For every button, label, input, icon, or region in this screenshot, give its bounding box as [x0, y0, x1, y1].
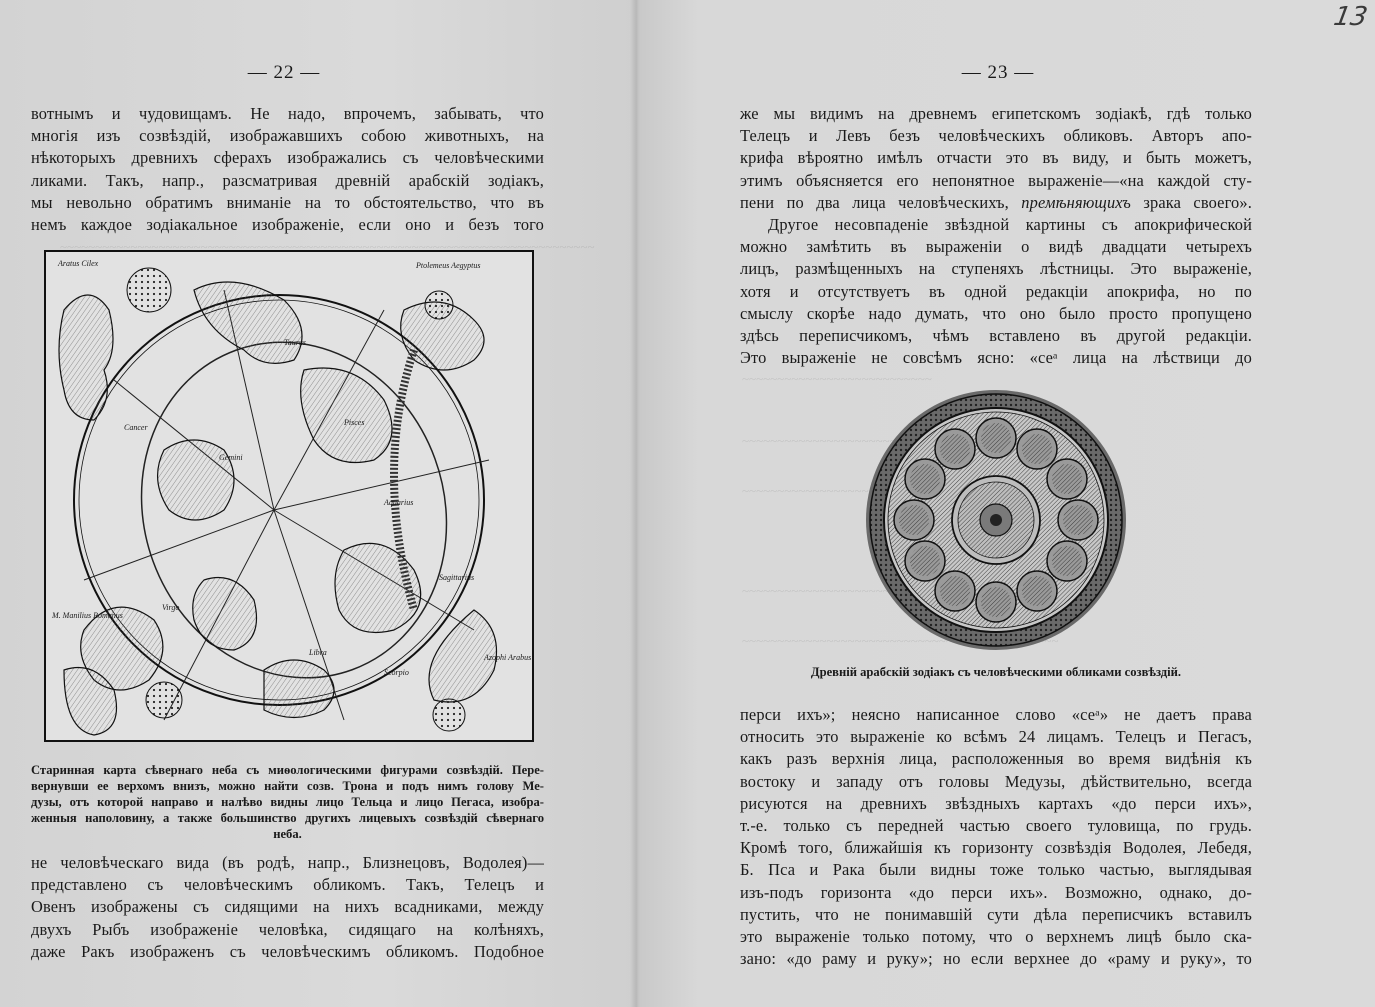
- right-bottom-text: [740, 704, 1252, 970]
- text-line: двухъ Рыбъ изображеніе человѣка, сидящаго на колѣняхъ,: [31, 919, 544, 939]
- text-line: относить это выраженіе ко всѣмъ 24 лицамъ. Телецъ и Пегасъ,: [740, 727, 1252, 747]
- page-number-right: — 23 —: [961, 62, 1035, 83]
- caption-line: Старинная карта сѣвернаго неба съ миѳологическими фигурами созвѣздій. Пере-: [31, 763, 544, 777]
- text-line: немъ каждое зодіакальное изображеніе, если оно и безъ того: [31, 214, 544, 234]
- text-line: Овенъ изображены съ сидящими на нихъ всадниками, между: [31, 897, 544, 917]
- text-line: крифа вѣроятно имѣлъ отчасти это въ виду, и быть можетъ,: [740, 148, 1252, 168]
- text-line: Телецъ и Левъ безъ человѣческихъ обликовъ. Авторъ апо-: [740, 126, 1252, 146]
- italic-phrase: премѣняющихъ: [1021, 192, 1131, 212]
- text-line: же мы видимъ на древнемъ египетскомъ зодіакѣ, гдѣ только: [740, 104, 1252, 123]
- bleed-through: ~~~~~~~~~~~~~~~~~~~~~~~~~~~~~~~~~~~~~~~~~~~~~: [742, 633, 1059, 648]
- caption-line: вернувши ее верхомъ внизъ, можно найти созв. Трона и подъ нимъ голову Ме-: [31, 779, 544, 793]
- bleed-through: ~~~~~~~~~~~~~~~~~~~~~~~~~~~: [742, 371, 932, 386]
- caption-line: неба.: [273, 827, 302, 841]
- label-taurus: Taurus: [284, 338, 306, 347]
- text-line: не человѣческаго вида (въ родѣ, напр., Близнецовъ, Водолея)—: [31, 853, 544, 872]
- text-line: Другое несовпаденіе звѣздной картины съ апокрифической: [768, 214, 1252, 234]
- left-top-text: [31, 103, 544, 236]
- label-gemini: Gemini: [219, 453, 243, 462]
- text-line: Кромѣ того, ближайшія къ горизонту созвѣздія Водолея, Лебедя,: [740, 838, 1252, 858]
- text-line: востоку и западу отъ головы Медузы, дѣйствительно, всегда: [740, 771, 1252, 791]
- text-line: перси ихъ»; неясно написанное слово «сеᵃ» не даетъ права: [740, 705, 1252, 724]
- caption-line: женныя наполовину, а также большинство другихъ лицевыхъ созвѣздій сѣвернаго: [31, 811, 544, 825]
- star-map-figure: [44, 250, 534, 742]
- label-aquarius: Aquarius: [384, 498, 414, 507]
- text-line: хотя и отсутствуетъ въ одной редакціи апокрифа, но по: [740, 281, 1252, 301]
- text-segment: зрака своего».: [1130, 192, 1252, 212]
- text-line: Это выраженіе не совсѣмъ ясно: «сеᵃ лица на лѣствици до: [740, 348, 1252, 368]
- label-virgo: Virgo: [162, 603, 180, 612]
- text-line: т.-е. только съ передней частью своего туловища, по грудь.: [740, 815, 1252, 835]
- star-map-caption: [31, 762, 544, 842]
- label-top-right: Ptolemeus Aegyptus: [416, 261, 481, 270]
- text-line: нѣкоторыхъ древнихъ сферахъ изображались съ человѣческими: [31, 148, 544, 168]
- text-segment: пени по два лица человѣческихъ,: [740, 192, 1022, 212]
- right-page: [640, 0, 1375, 1007]
- text-line: этимъ объясняется его непонятное выраженіе—«на каждой сту-: [740, 170, 1252, 190]
- text-line: ликами. Такъ, напр., разсматривая древній арабскій зодіакъ,: [31, 170, 544, 190]
- text-line-with-italic: [740, 192, 1252, 214]
- text-line: многія изъ созвѣздій, изображавшихъ собою животныхъ, на: [31, 126, 544, 146]
- label-cancer: Cancer: [124, 423, 148, 432]
- text-line: рисуются на древнихъ звѣздныхъ картахъ «до перси ихъ»,: [740, 793, 1252, 813]
- zodiac-medallion: [864, 388, 1128, 652]
- left-bottom-text: [31, 852, 544, 963]
- text-line: вотнымъ и чудовищамъ. Не надо, впрочемъ, забывать, что: [31, 104, 544, 123]
- label-bottom-right: Azophi Arabus: [484, 653, 532, 662]
- right-top-text: [740, 103, 1252, 369]
- zodiac-figure: [864, 388, 1128, 652]
- label-libra: Libra: [309, 648, 327, 657]
- text-line: смыслу скорѣе надо думать, что оно было просто пропущено: [740, 303, 1252, 323]
- text-line: лицъ, размѣщенныхъ на ступеняхъ лѣстницы. Это выраженіе,: [740, 259, 1252, 279]
- bleed-through: ~~~~~~~~~~~~~~~~~~~~~~: [742, 483, 897, 498]
- text-line: это выраженіе только потому, что о верхнемъ лицѣ было ска-: [740, 926, 1252, 946]
- text-line: какъ разъ верхнія лица, расположенныя во время видѣнія къ: [740, 749, 1252, 769]
- zodiac-caption: [740, 664, 1252, 680]
- text-line: изъ-подъ горизонта «до перси ихъ». Возможно, однако, до-: [740, 882, 1252, 902]
- text-line: мы невольно обратимъ вниманіе на то обстоятельство, что въ: [31, 192, 544, 212]
- text-line: пустить, что не понимавшій сути дѣла переписчикъ вставилъ: [740, 904, 1252, 924]
- margin-number: 13: [1331, 2, 1370, 32]
- bleed-through: ~~~~~~~~~~~~~~~~~~~~~~~~~~~~~~~~~~~~~~~~~~~~~~~~~~~~~~~~~~~~~~~~~~~~~~~~~~~~: [60, 239, 595, 254]
- caption-line: Древній арабскій зодіакъ съ человѣческими обликами созвѣздій.: [810, 665, 1182, 679]
- text-line: зано: «до раму и руку»; но если верхнее до «раму и руку», то: [740, 949, 1252, 969]
- text-line: Б. Пса и Рака были видны тоже только частью, выглядывая: [740, 860, 1252, 880]
- label-pisces: Pisces: [344, 418, 365, 427]
- text-line: представлено съ человѣческимъ обликомъ. Такъ, Телецъ и: [31, 875, 544, 895]
- label-bottom-left: M. Manilius Romanus: [52, 611, 123, 620]
- bleed-through: ~~~~~~~~~~~~~~~~~~~~~~~~: [742, 433, 911, 448]
- page-number-left: — 22 —: [247, 62, 321, 83]
- label-top-left: Aratus Cilex: [58, 259, 99, 268]
- text-line: даже Ракъ изображенъ съ человѣческимъ обликомъ. Подобное: [31, 941, 544, 961]
- label-scorpio: Scorpio: [384, 668, 409, 677]
- text-line: здѣсь переписчикомъ, чѣмъ вставлено въ другой редакціи.: [740, 325, 1252, 345]
- caption-line: дузы, отъ которой направо и налѣво видны лицо Тельца и лицо Пегаса, изобра-: [31, 795, 544, 809]
- star-map-illustration: [44, 250, 534, 742]
- label-sagittarius: Sagittarius: [439, 573, 475, 582]
- left-page: [0, 0, 636, 1007]
- text-line: можно замѣтить въ выраженіи о видѣ двадцати четырехъ: [740, 237, 1252, 257]
